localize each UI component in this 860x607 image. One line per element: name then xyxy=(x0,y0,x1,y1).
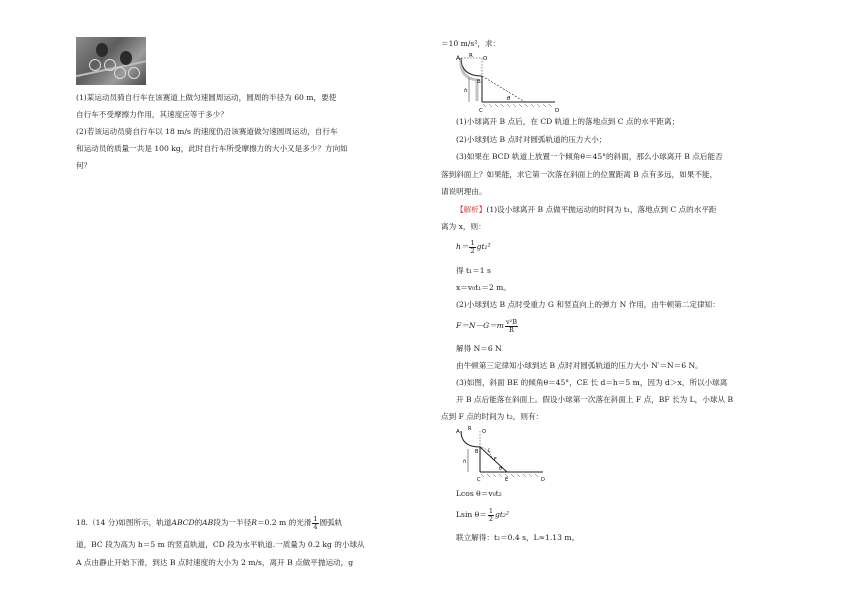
question-part1-line: 自行车不受摩擦力作用，其速度应等于多少？ xyxy=(76,110,228,119)
equation-lcos: Lcos θ＝v₀t₂ xyxy=(456,489,502,498)
solution-3-line2: 开 B 点后能落在斜面上。假设小球第一次落在斜面上 F 点，BF 长为 L，小球从 B xyxy=(456,395,734,404)
g-value-line: ＝10 m/s²，求： xyxy=(441,39,501,48)
label-O: O xyxy=(483,56,488,62)
question-18-line2: 道，BC 段为高为 h＝5 m 的竖直轨道，CD 段为水平轨道.一质量为 0.2 kg 的小球从 xyxy=(76,540,365,549)
label-D: D xyxy=(541,477,545,483)
sub-question-3-line3: 请说明理由。 xyxy=(441,187,487,196)
label-D: D xyxy=(555,108,560,114)
label-C: C xyxy=(477,477,481,483)
question-part2-line: (2)若该运动员骑自行车以 18 m/s 的速度仍沿该赛道做匀速圆周运动，自行车 xyxy=(76,127,338,136)
label-A: A xyxy=(456,429,460,435)
question-part2-line: 和运动员的质量一共是 100 kg，此时自行车所受摩擦力的大小又是多少？方向如 xyxy=(76,144,348,153)
equation-n: 解得 N＝6 N xyxy=(456,344,502,353)
question-part2-line: 何？ xyxy=(76,161,92,170)
label-R: R xyxy=(469,53,473,59)
label-O: O xyxy=(482,429,486,435)
equation-lsin: Lsin θ＝ $\frac{1}{2}$ gt₂² xyxy=(456,507,509,523)
label-h: h xyxy=(463,459,467,465)
equation-h: h＝ $\frac{1}{2}$ gt₁² xyxy=(456,239,491,255)
solution-1-line1: 【解析】(1)设小球离开 B 点做平抛运动的时间为 t₁，落地点到 C 点的水平距 xyxy=(456,205,717,214)
label-B: B xyxy=(475,449,479,455)
solution-3-line1: (3)如图，斜面 BE 的倾角θ＝45°，CE 长 d＝h＝5 m，因为 d＞x，所以小球离 xyxy=(456,378,728,387)
label-theta: θ xyxy=(499,466,503,472)
label-A: A xyxy=(456,55,461,62)
label-theta: θ xyxy=(507,96,511,102)
label-F: F xyxy=(494,457,497,463)
label-B: B xyxy=(477,79,481,85)
solution-2-line2: 由牛顿第三定律知小球到达 B 点时对圆弧轨道的压力大小 N′＝N＝6 N。 xyxy=(456,361,703,370)
equation-f: F＝N－G＝m $\frac{\text{v²B}}{R}$ xyxy=(456,318,518,334)
label-R: R xyxy=(468,426,472,432)
question-18-line1: 18.（14 分)如图所示，轨道ABCD的AB段为一半径R＝0.2 m 的光滑 $\frac{1}{4}$ 圆弧轨 xyxy=(76,515,343,531)
solution-2-line1: (2)小球到达 B 点时受重力 G 和竖直向上的弹力 N 作用，由牛顿第二定律知： xyxy=(456,300,720,309)
equation-t1: 得 t₁＝1 s xyxy=(456,266,491,275)
label-C: C xyxy=(479,108,483,114)
cyclists-photo xyxy=(76,37,146,85)
jiexi-tag: 【解析】 xyxy=(456,205,487,214)
equation-x: x＝v₀t₁＝2 m。 xyxy=(456,283,511,292)
solution-1-line2: 离为 x，则： xyxy=(441,222,486,231)
fraction-quarter: $\frac{1}{4}$ xyxy=(313,515,318,531)
label-L: L xyxy=(488,448,491,454)
track-diagram-1 xyxy=(455,52,585,114)
sub-question-1: (1)小球离开 B 点后，在 CD 轨道上的落地点到 C 点的水平距离； xyxy=(456,117,680,126)
label-E: E xyxy=(505,477,509,483)
question-18-line3: A 点由静止开始下滑，到达 B 点时速度的大小为 2 m/s，离开 B 点做平抛运动，g xyxy=(76,558,354,567)
sub-question-3-line2: 落到斜面上？如果能，求它第一次落在斜面上的位置距离 B 点有多远，如果不能， xyxy=(441,170,718,179)
equation-final: 联立解得：t₂＝0.4 s，L≈1.13 m。 xyxy=(456,533,580,542)
question-part1-line: (1)某运动员骑自行车在该赛道上做匀速圆周运动，圆周的半径为 60 m，要使 xyxy=(76,93,337,102)
solution-3-line3: 点到 F 点的时间为 t₂，则有： xyxy=(441,412,544,421)
sub-question-2: (2)小球到达 B 点时对圆弧轨道的压力大小； xyxy=(456,135,607,144)
sub-question-3-line1: (3)如果在 BCD 轨道上放置一个倾角θ＝45°的斜面，那么小球离开 B 点后能否 xyxy=(456,152,723,161)
label-h: h xyxy=(464,88,468,94)
track-diagram-2 xyxy=(455,425,550,483)
